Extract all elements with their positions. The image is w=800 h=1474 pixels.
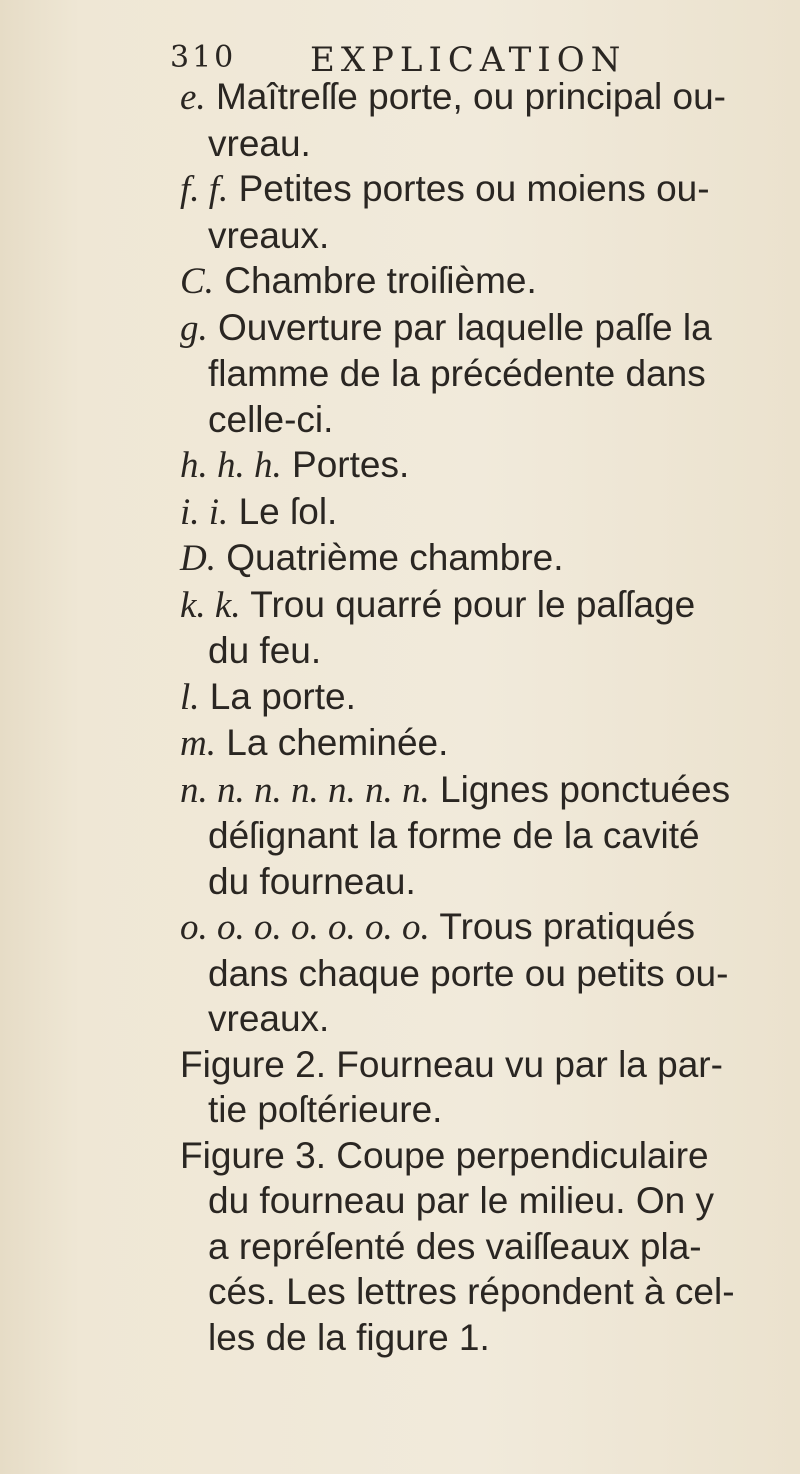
legend-text-span: les de la figure 1. — [208, 1316, 490, 1358]
legend-text-span: Figure 3. Coupe perpendiculaire — [180, 1134, 709, 1176]
legend-line — [180, 674, 760, 721]
legend-text-span: dans chaque porte ou petits ou- — [208, 952, 729, 994]
legend-letter: n. n. n. n. n. n. n. — [180, 769, 430, 811]
legend-line — [180, 951, 760, 997]
legend-text-span: flamme de la précédente dans — [208, 353, 706, 394]
legend-text-span: Ouverture par laquelle paſſe la — [207, 306, 712, 348]
page-title: EXPLICATION — [310, 40, 627, 80]
legend-line — [180, 996, 760, 1042]
legend-letter: e. — [180, 77, 206, 118]
legend-line — [180, 720, 760, 767]
legend-text-span: vreau. — [208, 122, 311, 164]
legend-line — [180, 1178, 760, 1224]
legend-text-span: Chambre troiſième. — [213, 260, 537, 301]
legend-text-span: Petites portes ou moiens ou- — [228, 168, 710, 209]
legend-letter: D. — [180, 538, 216, 579]
page-number: 310 — [170, 40, 237, 75]
legend-line — [180, 213, 760, 259]
legend-text-span: du feu. — [208, 630, 322, 671]
legend-text-span: Lignes ponctuées — [429, 768, 731, 810]
legend-text-span: a repréſenté des vaiſſeaux pla- — [208, 1225, 702, 1267]
legend-text-span: du fourneau. — [208, 860, 416, 902]
legend-line — [180, 258, 760, 305]
legend-text-span: Trous pratiqués — [429, 906, 696, 947]
legend-line — [180, 397, 760, 443]
legend-line — [180, 1224, 760, 1270]
legend-letter: h. h. h. — [180, 445, 282, 486]
legend-text-span: La porte. — [199, 675, 356, 717]
legend-line — [180, 535, 760, 582]
legend-line — [180, 1042, 760, 1088]
legend-line — [180, 351, 760, 397]
legend-line — [180, 1269, 760, 1315]
legend-line — [180, 859, 760, 905]
legend-letter: i. i. — [180, 491, 229, 533]
legend-text-span: Maîtreſſe porte, ou principal ou- — [205, 76, 726, 117]
legend-text-span: du fourneau par le milieu. On y — [208, 1180, 714, 1221]
legend-text-span: Quatrième chambre. — [215, 537, 564, 578]
legend-text-span: Le ſol. — [228, 490, 338, 532]
legend-line — [180, 1315, 760, 1361]
legend-letter: m. — [180, 723, 216, 764]
legend-line — [180, 305, 760, 352]
legend-letter: l. — [180, 676, 200, 718]
legend-text — [180, 74, 760, 1360]
legend-text-span: vreaux. — [208, 214, 330, 256]
legend-letter: C. — [180, 261, 214, 302]
legend-line — [180, 442, 760, 489]
legend-line — [180, 74, 760, 121]
legend-line — [180, 1133, 760, 1179]
legend-letter: o. o. o. o. o. o. o. — [180, 907, 430, 948]
legend-line — [180, 582, 760, 629]
legend-text-span: La cheminée. — [215, 722, 449, 763]
legend-text-span: Trou quarré pour le paſſage — [240, 583, 696, 625]
legend-line — [180, 813, 760, 859]
legend-line — [180, 489, 760, 536]
legend-line — [180, 121, 760, 167]
legend-letter: k. k. — [180, 584, 241, 626]
legend-text-span: vreaux. — [208, 998, 330, 1039]
legend-text-span: Portes. — [281, 444, 410, 485]
legend-letter: f. f. — [180, 169, 229, 210]
legend-line — [180, 628, 760, 674]
legend-line — [180, 1087, 760, 1133]
legend-line — [180, 904, 760, 951]
legend-text-span: Figure 2. Fourneau vu par la par- — [180, 1043, 723, 1085]
legend-text-span: celle-ci. — [208, 398, 334, 440]
legend-text-span: déſignant la forme de la cavité — [208, 815, 700, 856]
legend-text-span: cés. Les lettres répondent à cel- — [208, 1271, 735, 1312]
legend-letter: g. — [180, 307, 208, 349]
legend-line — [180, 166, 760, 213]
legend-line — [180, 767, 760, 814]
legend-text-span: tie poſtérieure. — [208, 1089, 443, 1130]
